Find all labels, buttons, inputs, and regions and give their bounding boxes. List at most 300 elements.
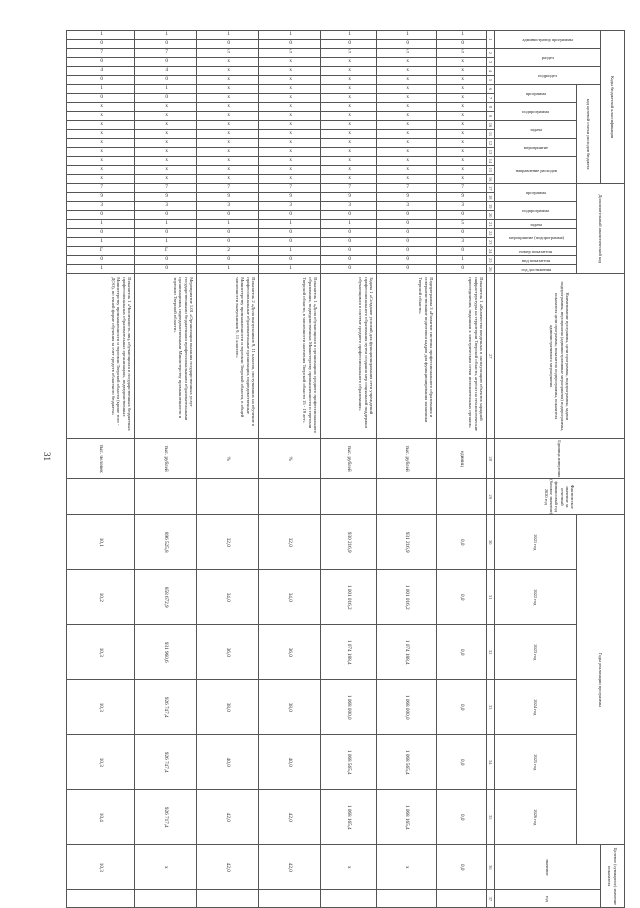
target-year xyxy=(321,890,377,908)
code-cell: 0 xyxy=(437,40,487,49)
code-cell: х xyxy=(437,76,487,85)
code-cell: 1 xyxy=(259,220,321,229)
code-cell: х xyxy=(197,67,259,76)
code-cell: 0 xyxy=(377,265,437,274)
code-cell: 0 xyxy=(135,265,197,274)
code-cell: 0 xyxy=(67,229,135,238)
year-value: 1 074 188,4 xyxy=(377,625,437,680)
code-cell: 0 xyxy=(259,40,321,49)
code-cell: 0 xyxy=(321,229,377,238)
column-number: 2 xyxy=(487,49,495,58)
row-fact xyxy=(377,479,437,515)
code-cell: 0 xyxy=(135,40,197,49)
column-number: 31 xyxy=(487,570,495,625)
code-cell: х xyxy=(67,139,135,148)
code-cell: 0 xyxy=(67,40,135,49)
code-cell: х xyxy=(259,139,321,148)
code-cell: х xyxy=(321,58,377,67)
code-cell: 0 xyxy=(135,76,197,85)
year-value: 34,0 xyxy=(259,570,321,625)
column-number: 6 xyxy=(487,85,495,94)
year-value: 1 068 165,4 xyxy=(321,790,377,845)
target-year xyxy=(197,890,259,908)
year-value: 1 068 565,4 xyxy=(377,735,437,790)
csr-header: код целевой статьи расходов бюджета xyxy=(577,85,601,184)
code-cell: 1 xyxy=(197,265,259,274)
code-cell: 0 xyxy=(67,76,135,85)
code-cell: 0 xyxy=(377,238,437,247)
column-number: 12 xyxy=(487,139,495,148)
code-cell: х xyxy=(259,157,321,166)
admin-header: администратор программы xyxy=(495,31,601,49)
year-value: 10,3 xyxy=(67,680,135,735)
code-cell: 3 xyxy=(437,202,487,211)
row-unit: тыс. человек xyxy=(67,439,135,479)
code-cell: 1 xyxy=(321,220,377,229)
code-cell: 0 xyxy=(259,256,321,265)
code-cell: х xyxy=(135,157,197,166)
code-cell: 1 xyxy=(67,31,135,40)
code-cell: 0 xyxy=(377,211,437,220)
code-cell: х xyxy=(321,67,377,76)
code-cell: 5 xyxy=(377,49,437,58)
code-cell: х xyxy=(67,103,135,112)
code-cell: х xyxy=(197,112,259,121)
column-number: 26 xyxy=(487,265,495,274)
column-number: 9 xyxy=(487,112,495,121)
row-fact xyxy=(259,479,321,515)
column-number: 34 xyxy=(487,735,495,790)
cl-measure-header: мероприятие (подпрограмма) xyxy=(495,229,577,247)
cl-subprogram-header: подпрограмма xyxy=(495,202,577,220)
csr-direction-header: направление расходов xyxy=(495,157,577,184)
row-fact xyxy=(67,479,135,515)
code-cell: х xyxy=(259,85,321,94)
target-value: х xyxy=(135,845,197,890)
code-cell: 1 xyxy=(135,85,197,94)
code-cell: 7 xyxy=(67,184,135,193)
code-cell: х xyxy=(437,121,487,130)
column-number: 5 xyxy=(487,76,495,85)
column-number: 13 xyxy=(487,148,495,157)
code-cell: х xyxy=(437,94,487,103)
code-cell: 0 xyxy=(197,229,259,238)
code-cell: 7 xyxy=(437,184,487,193)
year-value: 930 216,9 xyxy=(321,515,377,570)
row-name: Показатель 1 «Численность лиц, обучающихся в государственных бюджетных профессиональных образовательных организациях, подведомственных Министерству промышленности и торговли Тверской области (кроме того - ДОО), по очной форме обучения за счет средств областного бюджета» xyxy=(67,274,135,439)
code-cell: 0 xyxy=(377,40,437,49)
table-row xyxy=(437,31,487,908)
code-cell: 1 xyxy=(67,85,135,94)
code-cell: х xyxy=(135,148,197,157)
table-row xyxy=(67,31,135,908)
code-cell: 4 xyxy=(135,67,197,76)
fact-header: Фактическое значение за отчетный финансовый год (базовое значение) 2020 год xyxy=(495,479,625,515)
column-numbers-row xyxy=(487,31,495,908)
code-cell: 4 xyxy=(67,67,135,76)
code-cell: 1 xyxy=(377,31,437,40)
year-value: 10,2 xyxy=(67,570,135,625)
code-cell: 0 xyxy=(197,256,259,265)
column-number: 14 xyxy=(487,157,495,166)
year-value: 1 068 000,0 xyxy=(321,680,377,735)
section-header: раздел xyxy=(495,49,601,67)
code-cell: 0 xyxy=(377,247,437,256)
year-value: 926 717,4 xyxy=(135,790,197,845)
code-cell: 3 xyxy=(259,202,321,211)
year-value: 0,0 xyxy=(437,625,487,680)
codes-title: Коды бюджетной классификации xyxy=(601,31,625,184)
column-number: 16 xyxy=(487,175,495,184)
year-value: 42,0 xyxy=(259,790,321,845)
code-cell: х xyxy=(67,166,135,175)
row-fact xyxy=(197,479,259,515)
code-cell: х xyxy=(377,103,437,112)
code-cell: 0 xyxy=(321,40,377,49)
code-cell: х xyxy=(321,130,377,139)
code-cell: х xyxy=(377,148,437,157)
code-cell: х xyxy=(437,130,487,139)
code-cell: 5 xyxy=(437,49,487,58)
code-cell: 7 xyxy=(135,184,197,193)
year-value: 0,0 xyxy=(437,515,487,570)
code-cell: х xyxy=(377,112,437,121)
row-name: Показатель 1 «Доля обучающихся в организациях среднего профессионального образования, подведомственных Министерству промышленности и торговли Тверской области, в численности населения Тверской области 15 - 19 лет» xyxy=(259,274,321,439)
year-value: 931 960,6 xyxy=(135,625,197,680)
year-value: 40,0 xyxy=(259,735,321,790)
code-cell: х xyxy=(321,103,377,112)
code-cell: х xyxy=(437,139,487,148)
row-fact xyxy=(135,479,197,515)
code-cell: х xyxy=(135,130,197,139)
row-unit: единиц xyxy=(437,439,487,479)
year-value: 1 068 165,4 xyxy=(377,790,437,845)
code-cell: х xyxy=(259,148,321,157)
row-unit: % xyxy=(197,439,259,479)
target-year xyxy=(377,890,437,908)
target-value: х xyxy=(321,845,377,890)
target-year xyxy=(135,890,197,908)
row-unit: тыс. рублей xyxy=(135,439,197,479)
code-cell: х xyxy=(321,175,377,184)
page-number: 31 xyxy=(42,452,52,461)
code-cell: 5 xyxy=(259,49,321,58)
csr-task-header: задача xyxy=(495,121,577,139)
column-number: 29 xyxy=(487,479,495,515)
code-cell: 7 xyxy=(135,49,197,58)
code-cell: х xyxy=(259,166,321,175)
year-value: 10,1 xyxy=(67,515,135,570)
code-cell: 7 xyxy=(259,184,321,193)
code-cell: 0 xyxy=(437,211,487,220)
cl-task-header: задача xyxy=(495,220,577,229)
table-row xyxy=(135,31,197,908)
code-cell: х xyxy=(377,121,437,130)
code-cell: 9 xyxy=(321,193,377,202)
column-number: 27 xyxy=(487,274,495,439)
code-cell: х xyxy=(259,130,321,139)
code-cell: х xyxy=(321,76,377,85)
code-cell: х xyxy=(377,157,437,166)
year-2026-header: 2026 год xyxy=(495,790,577,845)
code-cell: х xyxy=(197,139,259,148)
code-cell: х xyxy=(259,112,321,121)
row-name: Мероприятие 1.01 «Организация оказания государственных услуг государственными бюджетными профессиональными образовательными организациями, подведомственными Министерству промышленности и торговли Тверской области» xyxy=(135,274,197,439)
year-value: 0,0 xyxy=(437,735,487,790)
column-number: 19 xyxy=(487,202,495,211)
year-value: 1 068 000,0 xyxy=(377,680,437,735)
code-cell: 0 xyxy=(197,211,259,220)
target-value: х xyxy=(377,845,437,890)
code-cell: х xyxy=(321,139,377,148)
year-value: 38,0 xyxy=(259,680,321,735)
csr-subprogram-header: подпрограмма xyxy=(495,103,577,121)
code-cell: х xyxy=(67,121,135,130)
code-cell: х xyxy=(197,94,259,103)
row-name: Подпрограмма 3 «Развитие системы профессионального образования и совершенствование подготовки кадров для функционирования экономики Тверской области» xyxy=(377,274,437,439)
code-cell: х xyxy=(377,58,437,67)
row-name: Показатель 1 «Количество введенных в эксплуатацию объектов зарядной инфраструктуры на территории Тверской области, агрегат на технологические присоединения, поданным к электрическим сетям исполнительных органов» xyxy=(437,274,487,439)
code-cell: х xyxy=(437,175,487,184)
code-cell: х xyxy=(197,85,259,94)
target-header: Целевое (суммарное) значение показателя xyxy=(601,845,625,908)
code-cell: 7 xyxy=(377,184,437,193)
year-value: 896 525,8 xyxy=(135,515,197,570)
code-cell: х xyxy=(197,148,259,157)
code-cell: 0 xyxy=(67,211,135,220)
code-cell: 1 xyxy=(135,31,197,40)
row-fact xyxy=(437,479,487,515)
code-cell: х xyxy=(259,67,321,76)
target-year xyxy=(259,890,321,908)
code-cell: х xyxy=(437,166,487,175)
code-cell: х xyxy=(377,76,437,85)
column-number: 3 xyxy=(487,58,495,67)
row-unit: тыс. рублей xyxy=(377,439,437,479)
code-cell: х xyxy=(135,112,197,121)
code-cell: 0 xyxy=(321,238,377,247)
code-cell: 1 xyxy=(67,238,135,247)
code-cell: х xyxy=(135,139,197,148)
row-fact xyxy=(321,479,377,515)
code-cell: 0 xyxy=(321,256,377,265)
code-cell: х xyxy=(437,112,487,121)
code-cell: х xyxy=(259,103,321,112)
column-number: 24 xyxy=(487,247,495,256)
code-cell: х xyxy=(67,130,135,139)
code-cell: 5 xyxy=(321,49,377,58)
code-cell: 0 xyxy=(377,220,437,229)
code-cell: х xyxy=(197,58,259,67)
code-cell: 9 xyxy=(135,193,197,202)
code-cell: 0 xyxy=(135,256,197,265)
year-value: 10,3 xyxy=(67,625,135,680)
code-cell: х xyxy=(377,85,437,94)
year-value: 926 747,4 xyxy=(135,735,197,790)
csr-program-header: программа xyxy=(495,85,577,103)
code-cell: х xyxy=(377,94,437,103)
year-value: 40,0 xyxy=(197,735,259,790)
code-cell: 1 xyxy=(259,31,321,40)
code-cell: Г xyxy=(67,247,135,256)
code-cell: 0 xyxy=(321,211,377,220)
target-year xyxy=(437,890,487,908)
year-value: 0,0 xyxy=(437,790,487,845)
year-2022-header: 2022 год xyxy=(495,570,577,625)
code-cell: 1 xyxy=(259,247,321,256)
column-number: 1 xyxy=(487,31,495,49)
code-cell: х xyxy=(197,166,259,175)
code-cell: 1 xyxy=(135,238,197,247)
code-cell: х xyxy=(135,121,197,130)
code-cell: 7 xyxy=(321,184,377,193)
year-2025-header: 2025 год xyxy=(495,735,577,790)
code-cell: х xyxy=(437,148,487,157)
code-cell: 0 xyxy=(67,256,135,265)
code-cell: х xyxy=(197,157,259,166)
code-cell: 0 xyxy=(377,229,437,238)
code-cell: 1 xyxy=(259,265,321,274)
code-cell: х xyxy=(135,175,197,184)
code-cell: 3 xyxy=(135,202,197,211)
target-value: 0,0 xyxy=(437,845,487,890)
code-cell: х xyxy=(259,175,321,184)
code-cell: х xyxy=(437,157,487,166)
year-value: 926 747,4 xyxy=(135,680,197,735)
code-cell: х xyxy=(135,166,197,175)
year-value: 931 216,9 xyxy=(377,515,437,570)
year-value: 42,0 xyxy=(197,790,259,845)
code-cell: 0 xyxy=(197,238,259,247)
column-number: 17 xyxy=(487,184,495,193)
code-cell: 1 xyxy=(67,220,135,229)
code-cell: 0 xyxy=(67,58,135,67)
row-unit: % xyxy=(259,439,321,479)
column-number: 21 xyxy=(487,220,495,229)
code-cell: х xyxy=(197,103,259,112)
code-cell: 0 xyxy=(135,94,197,103)
row-name: Показатель 2 «Доля выпускников 9, 11 классов, поступивших на обучение в профессиональные образовательные организации, подведомственные Министерству промышленности и торговли Тверской области, в общей численности выпускников 9, 11 классов» xyxy=(197,274,259,439)
target-value: 42,0 xyxy=(259,845,321,890)
code-cell: х xyxy=(321,121,377,130)
year-value: 10,3 xyxy=(67,735,135,790)
code-cell: 2 xyxy=(197,247,259,256)
cl-year-header: год достижения xyxy=(495,265,577,274)
column-number: 10 xyxy=(487,121,495,130)
column-number: 37 xyxy=(487,890,495,908)
year-value: 32,0 xyxy=(197,515,259,570)
csr-measure-header: мероприятие xyxy=(495,139,577,157)
code-cell: х xyxy=(377,166,437,175)
code-cell: х xyxy=(259,94,321,103)
code-cell: х xyxy=(377,175,437,184)
code-cell: х xyxy=(197,175,259,184)
column-number: 36 xyxy=(487,845,495,890)
column-number: 32 xyxy=(487,625,495,680)
column-number: 11 xyxy=(487,130,495,139)
code-cell: 0 xyxy=(321,247,377,256)
column-number: 15 xyxy=(487,166,495,175)
table-row xyxy=(321,31,377,908)
code-cell: 7 xyxy=(67,49,135,58)
code-cell: 1 xyxy=(197,31,259,40)
code-cell: 9 xyxy=(259,193,321,202)
code-cell: 1 xyxy=(135,220,197,229)
code-cell: х xyxy=(321,85,377,94)
code-cell: х xyxy=(67,112,135,121)
extra-code-title: Дополнительный аналитический код xyxy=(577,184,625,274)
subsection-header: подраздел xyxy=(495,67,601,85)
target-value: 42,0 xyxy=(197,845,259,890)
code-cell: х xyxy=(377,67,437,76)
code-cell: х xyxy=(377,130,437,139)
year-value: 1 074 188,4 xyxy=(321,625,377,680)
code-cell: 9 xyxy=(197,193,259,202)
code-cell: 1 xyxy=(437,31,487,40)
table-row xyxy=(197,31,259,908)
year-value: 1 001 016,2 xyxy=(377,570,437,625)
code-cell: 0 xyxy=(437,247,487,256)
code-cell: 0 xyxy=(437,229,487,238)
years-header: Годы реализации программы xyxy=(577,515,625,845)
code-cell: 0 xyxy=(259,229,321,238)
code-cell: х xyxy=(321,112,377,121)
code-cell: х xyxy=(259,76,321,85)
code-cell: х xyxy=(437,103,487,112)
code-cell: х xyxy=(259,58,321,67)
code-cell: х xyxy=(67,148,135,157)
code-cell: х xyxy=(135,103,197,112)
year-value: 858 672,9 xyxy=(135,570,197,625)
code-cell: 1 xyxy=(321,31,377,40)
code-cell: 3 xyxy=(197,202,259,211)
column-number: 33 xyxy=(487,680,495,735)
cl-indicator-header: номер показателя xyxy=(495,247,577,256)
code-cell: 0 xyxy=(135,58,197,67)
year-value: 36,0 xyxy=(259,625,321,680)
code-cell: 0 xyxy=(437,265,487,274)
code-cell: Г xyxy=(135,247,197,256)
year-2024-header: 2024 год xyxy=(495,680,577,735)
code-cell: 3 xyxy=(437,238,487,247)
code-cell: 3 xyxy=(377,202,437,211)
column-number: 22 xyxy=(487,229,495,238)
row-unit: тыс. рублей xyxy=(321,439,377,479)
code-cell: 3 xyxy=(67,202,135,211)
code-cell: х xyxy=(437,85,487,94)
code-cell: 9 xyxy=(437,193,487,202)
code-cell: х xyxy=(197,130,259,139)
year-value: 0,0 xyxy=(437,680,487,735)
code-cell: 9 xyxy=(67,193,135,202)
code-cell: 1 xyxy=(197,220,259,229)
code-cell: 0 xyxy=(259,238,321,247)
code-cell: 0 xyxy=(259,211,321,220)
year-value: 10,4 xyxy=(67,790,135,845)
year-value: 34,0 xyxy=(197,570,259,625)
code-cell: 3 xyxy=(321,202,377,211)
code-cell: 7 xyxy=(197,184,259,193)
code-cell: 1 xyxy=(437,256,487,265)
code-cell: 0 xyxy=(321,265,377,274)
code-cell: 0 xyxy=(135,229,197,238)
code-cell: х xyxy=(321,94,377,103)
code-cell: х xyxy=(437,58,487,67)
column-number: 30 xyxy=(487,515,495,570)
column-number: 20 xyxy=(487,211,495,220)
target-value-header: значение xyxy=(495,845,601,890)
column-number: 25 xyxy=(487,256,495,265)
